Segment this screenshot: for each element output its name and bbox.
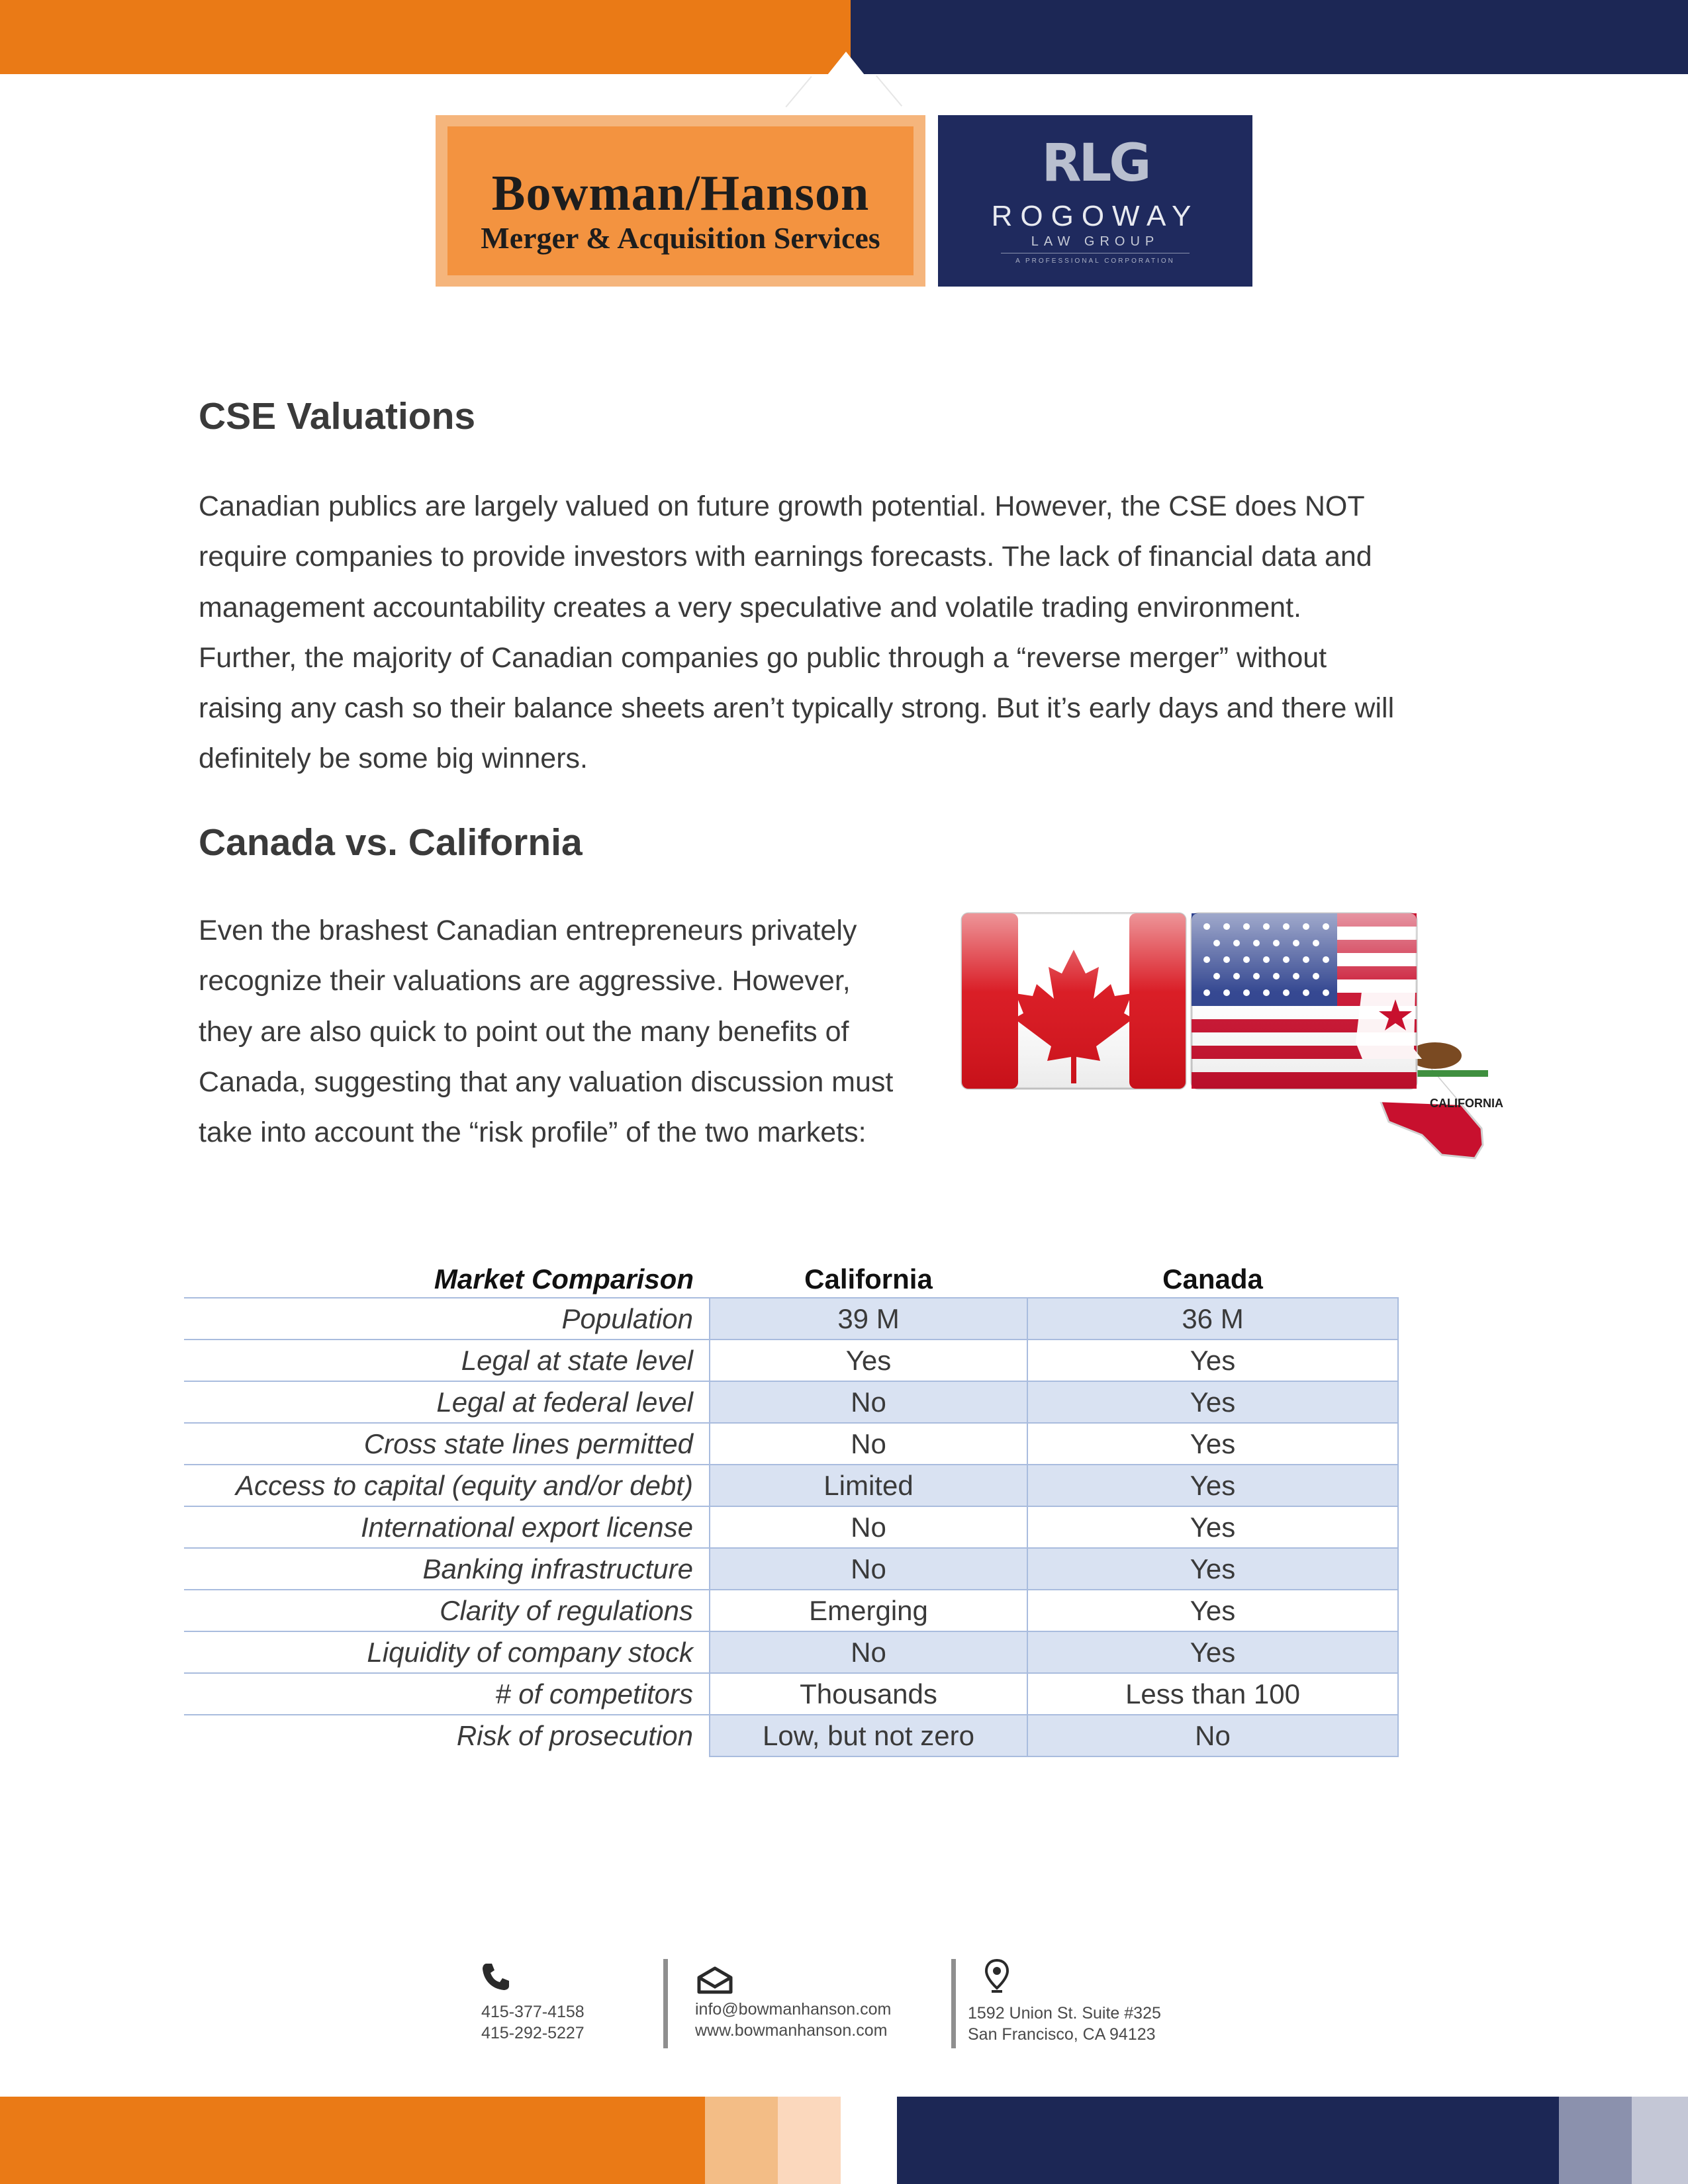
california-value: No xyxy=(710,1381,1027,1423)
canada-value: No xyxy=(1027,1715,1398,1756)
row-label: Access to capital (equity and/or debt) xyxy=(184,1465,710,1506)
row-label: Population xyxy=(184,1298,710,1340)
canada-value: Yes xyxy=(1027,1340,1398,1381)
table-row xyxy=(184,1381,1398,1423)
bowman-hanson-logo xyxy=(436,115,925,287)
logo-line3: A PROFESSIONAL CORPORATION xyxy=(1015,257,1175,265)
paragraph-line: recognize their valuations are aggressive. However, xyxy=(199,965,851,997)
logo-subtitle: Merger & Acquisition Services xyxy=(481,221,880,255)
canada-value: Yes xyxy=(1027,1631,1398,1673)
row-label: Banking infrastructure xyxy=(184,1548,710,1590)
paragraph-line: raising any cash so their balance sheets aren’t typically strong. But it’s early days and there will xyxy=(199,692,1395,725)
footer-address xyxy=(968,2003,1161,2045)
phone-number[interactable]: 415-292-5227 xyxy=(481,2024,585,2042)
paragraph-line: Further, the majority of Canadian companies go public through a “reverse merger” without xyxy=(199,641,1327,674)
canada-value: 36 M xyxy=(1027,1298,1398,1340)
footer-band xyxy=(1632,2097,1688,2184)
paragraph-line: require companies to provide investors with earnings forecasts. The lack of financial data and xyxy=(199,541,1372,573)
rogoway-logo xyxy=(938,115,1252,287)
table-header: California xyxy=(804,1263,933,1295)
email-link[interactable]: info@bowmanhanson.com xyxy=(695,2000,892,2019)
logo-line2: LAW GROUP xyxy=(1031,234,1160,249)
california-value: No xyxy=(710,1548,1027,1590)
pointer-line xyxy=(785,76,812,107)
address-line: 1592 Union St. Suite #325 xyxy=(968,2004,1161,2023)
california-value: Limited xyxy=(710,1465,1027,1506)
section-title-canada-vs-california: Canada vs. California xyxy=(199,821,583,864)
logo-mark: RLG xyxy=(1041,134,1149,193)
canada-value: Yes xyxy=(1027,1381,1398,1423)
row-label: Liquidity of company stock xyxy=(184,1631,710,1673)
canada-value: Less than 100 xyxy=(1027,1673,1398,1715)
paragraph-line: take into account the “risk profile” of the two markets: xyxy=(199,1116,867,1149)
header-band-navy xyxy=(851,0,1688,74)
footer-band xyxy=(1559,2097,1632,2184)
footer-band xyxy=(705,2097,778,2184)
california-value: No xyxy=(710,1423,1027,1465)
california-value: No xyxy=(710,1631,1027,1673)
footer-band xyxy=(897,2097,1559,2184)
market-comparison-table xyxy=(184,1261,1399,1757)
row-label: # of competitors xyxy=(184,1673,710,1715)
footer-band xyxy=(0,2097,705,2184)
table-row xyxy=(184,1298,1398,1340)
footer-divider xyxy=(663,1959,668,2048)
paragraph-line: Even the brashest Canadian entrepreneurs privately xyxy=(199,915,857,946)
california-value: Emerging xyxy=(710,1590,1027,1631)
table-header: Canada xyxy=(1162,1263,1263,1295)
paragraph-line: definitely be some big winners. xyxy=(199,743,588,775)
paragraph-line: they are also quick to point out the many benefits of xyxy=(199,1015,849,1048)
table-row xyxy=(184,1631,1398,1673)
canada-value: Yes xyxy=(1027,1548,1398,1590)
canada-us-california-flags-graphic xyxy=(959,910,1520,1163)
footer-band xyxy=(841,2097,897,2184)
footer-band xyxy=(778,2097,841,2184)
paragraph-line: Canada, suggesting that any valuation discussion must xyxy=(199,1066,894,1098)
row-label: Clarity of regulations xyxy=(184,1590,710,1631)
table-row xyxy=(184,1673,1398,1715)
canada-value: Yes xyxy=(1027,1590,1398,1631)
table-header: Market Comparison xyxy=(434,1263,694,1295)
phone-number[interactable]: 415-377-4158 xyxy=(481,2003,585,2021)
header-pointer xyxy=(814,52,878,91)
canada-value: Yes xyxy=(1027,1506,1398,1548)
logo-name: ROGOWAY xyxy=(991,200,1199,232)
table-header-row xyxy=(184,1261,1398,1298)
address-line: San Francisco, CA 94123 xyxy=(968,2025,1156,2044)
website-link[interactable]: www.bowmanhanson.com xyxy=(695,2021,888,2040)
california-value: 39 M xyxy=(710,1298,1027,1340)
table-row xyxy=(184,1465,1398,1506)
footer-divider xyxy=(951,1959,956,2048)
canada-value: Yes xyxy=(1027,1465,1398,1506)
canada-value: Yes xyxy=(1027,1423,1398,1465)
phone-icon xyxy=(481,1962,510,1991)
california-value: Low, but not zero xyxy=(710,1715,1027,1756)
paragraph-canada-vs-california xyxy=(199,905,960,1158)
california-value: No xyxy=(710,1506,1027,1548)
mail-icon xyxy=(696,1966,733,1995)
logo-name: Bowman/Hanson xyxy=(491,165,870,221)
section-title-cse-valuations: CSE Valuations xyxy=(199,395,476,437)
paragraph-line: management accountability creates a very speculative and volatile trading environment. xyxy=(199,591,1301,623)
california-value: Yes xyxy=(710,1340,1027,1381)
table-row xyxy=(184,1590,1398,1631)
pointer-line xyxy=(876,75,902,107)
table-row xyxy=(184,1423,1398,1465)
row-label: International export license xyxy=(184,1506,710,1548)
table-row xyxy=(184,1340,1398,1381)
header-band-orange xyxy=(0,0,851,74)
location-pin-icon xyxy=(985,1959,1009,1993)
table-row xyxy=(184,1715,1398,1756)
california-label: CALIFORNIA xyxy=(1430,1097,1503,1110)
paragraph-cse-valuations xyxy=(199,481,1523,784)
row-label: Legal at federal level xyxy=(184,1381,710,1423)
row-label: Risk of prosecution xyxy=(184,1715,710,1756)
california-value: Thousands xyxy=(710,1673,1027,1715)
row-label: Cross state lines permitted xyxy=(184,1423,710,1465)
table-row xyxy=(184,1548,1398,1590)
table-row xyxy=(184,1506,1398,1548)
paragraph-line: Canadian publics are largely valued on future growth potential. However, the CSE does NOT xyxy=(199,490,1365,522)
footer-web xyxy=(695,1999,891,2041)
footer-phones xyxy=(481,2001,585,2044)
row-label: Legal at state level xyxy=(184,1340,710,1381)
